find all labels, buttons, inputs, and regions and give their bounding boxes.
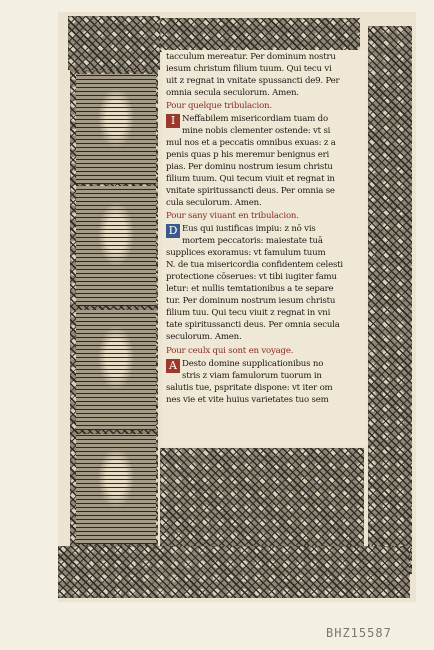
text-line: tate spiritussancti deus. Per omnia secula (166, 320, 340, 330)
text-line: mortem peccatoris: maiestate tuā (182, 236, 323, 246)
text-line: filium tuum. Qui tecum viuit et regnat in (166, 174, 335, 184)
text-line: stris z viam famulorum tuorum in (182, 371, 322, 381)
text-line: pias. Per dominu nostrum iesum christu (166, 162, 333, 172)
text-line: N. de tua misericordia confidentem celesti (166, 260, 343, 270)
top-left-ornament (68, 16, 160, 70)
woodcut-scene-3 (76, 310, 156, 430)
bottom-woodcut-border (58, 546, 410, 598)
text-line: seculorum. Amen. (166, 332, 242, 342)
text-line: Eus qui iustificas impiu: z nō vis (182, 224, 316, 234)
woodcut-scene-4 (76, 434, 156, 544)
rubric-heading: Pour sany viuant en tribulacion. (166, 211, 299, 221)
woodcut-scene-2 (76, 186, 156, 306)
text-line: letur: et nullis temtationibus a te separe (166, 284, 334, 294)
text-line: mul nos et a peccatis omnibus exuas: z a (166, 138, 336, 148)
text-line: cula seculorum. Amen. (166, 198, 262, 208)
text-line: omnia secula seculorum. Amen. (166, 88, 299, 98)
rubric-heading: Pour ceulx qui sont en voyage. (166, 346, 294, 356)
text-line: protectione cōserues: vt tibi iugiter famu (166, 272, 337, 282)
text-line: tacculum mereatur. Per dominum nostru (166, 52, 336, 62)
text-line: penis quas p his meremur benignus eri (166, 150, 330, 160)
text-line: tur. Per dominum nostrum iesum christu (166, 296, 336, 306)
text-line: salutis tue, pspritate dispone: vt iter om (166, 383, 333, 393)
text-line: supplices exoramus: vt famulum tuum (166, 248, 326, 258)
rubric-heading: Pour quelque tribulacion. (166, 101, 272, 111)
woodcut-scene-1 (76, 74, 156, 184)
text-line: uit z regnat in vnitate spussancti de9. Per (166, 76, 340, 86)
foliate-ornament-panel (160, 448, 364, 546)
text-line: mine nobis clementer ostende: vt si (182, 126, 331, 136)
top-ornament-strip (160, 18, 360, 52)
catalog-number: BHZ15587 (326, 626, 392, 640)
text-line: vnitate spiritussancti deus. Per omnia se (166, 186, 335, 196)
right-woodcut-border (368, 26, 412, 574)
text-line: iesum christum filium tuum. Qui tecu vi (166, 64, 332, 74)
text-line: nes vie et vite huius varietates tuo sem (166, 395, 329, 405)
text-line: filium tuu. Qui tecu viuit z regnat in vni (166, 308, 331, 318)
initial-letter: I (166, 114, 180, 128)
text-line: Neffabilem misericordiam tuam do (182, 114, 328, 124)
text-line: Desto domine supplicationibus no (182, 359, 324, 369)
initial-letter: D (166, 224, 180, 238)
initial-letter: A (166, 359, 180, 373)
